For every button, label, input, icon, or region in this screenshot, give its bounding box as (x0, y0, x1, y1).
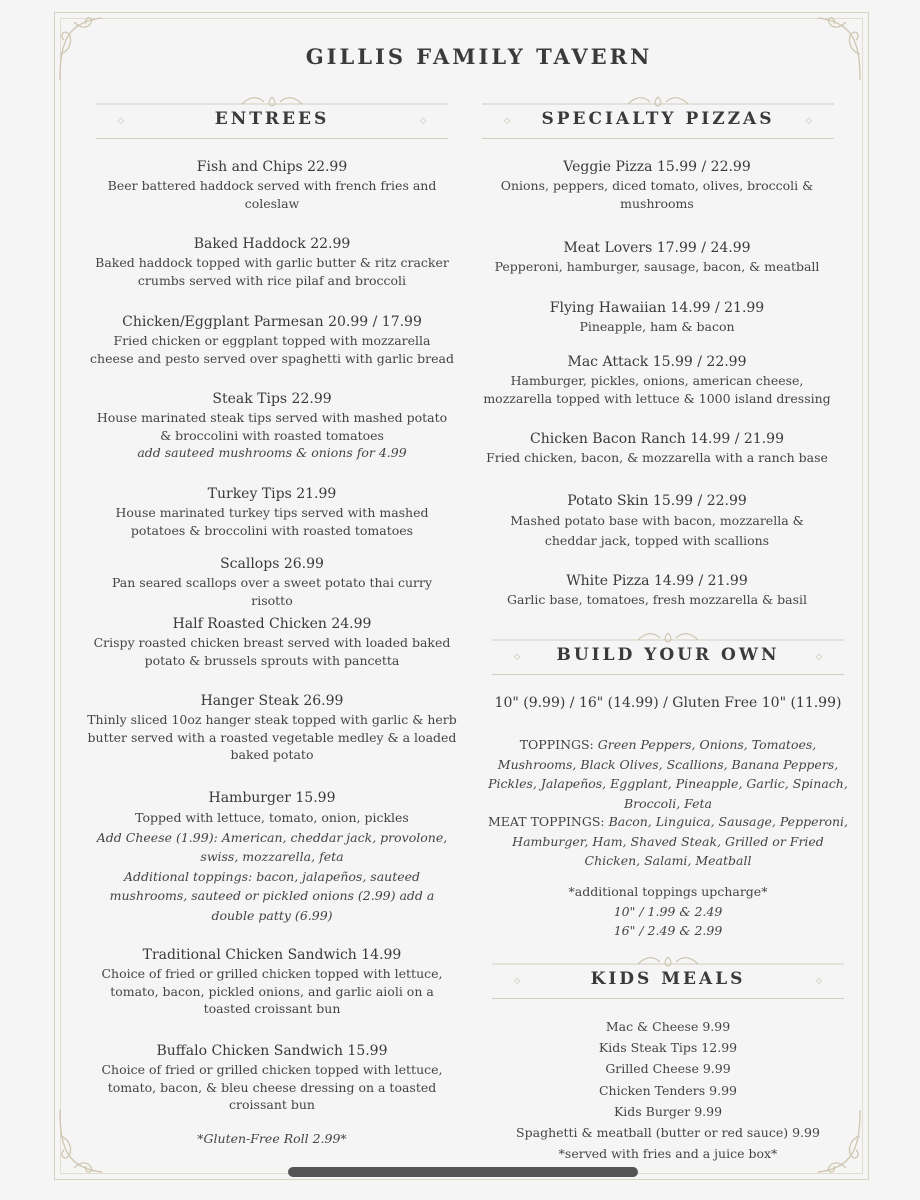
build-header (492, 630, 844, 678)
kids-item: Chicken Tenders 9.99 (598, 1082, 738, 1098)
item-note: Add Cheese (1.99): American, cheddar jack, provolone, swiss, mozzarella, feta (96, 829, 448, 864)
kids-item: Grilled Cheese 9.99 (605, 1061, 731, 1077)
item-desc: Onions, peppers, diced tomato, olives, broccoli & mushrooms (500, 178, 814, 211)
diamond-icon: ◇ (514, 652, 521, 661)
pizza-item (478, 429, 836, 467)
section-rule (492, 674, 844, 675)
item-name: Flying Hawaiian 14.99 / 21.99 (549, 300, 765, 316)
kids-item: Kids Burger 9.99 (613, 1103, 723, 1119)
section-rule (492, 998, 844, 999)
meat-toppings-list (488, 812, 848, 871)
item-desc: Thinly sliced 10oz hanger steak topped with garlic & herb butter served with a roasted vegetable medley & a loaded baked potato (87, 712, 457, 762)
item-desc: Pepperoni, hamburger, sausage, bacon, & meatball (494, 259, 820, 274)
item-desc: Fried chicken, bacon, & mozzarella with a ranch base (486, 450, 828, 465)
pizza-item (486, 298, 828, 336)
item-name: Hamburger 15.99 (208, 790, 336, 806)
item-name: Fish and Chips 22.99 (196, 159, 348, 175)
item-desc: Pineapple, ham & bacon (579, 319, 735, 334)
item-desc: Topped with lettuce, tomato, onion, pickles (135, 810, 409, 825)
item-name: Scallops 26.99 (220, 556, 324, 572)
item-name: Veggie Pizza 15.99 / 22.99 (563, 159, 751, 175)
build-sizes (486, 693, 850, 713)
item-name: White Pizza 14.99 / 21.99 (566, 573, 748, 589)
item-name: Potato Skin 15.99 / 22.99 (567, 493, 747, 509)
meat-toppings-label: MEAT TOPPINGS: (488, 814, 609, 829)
pizzas-header (482, 94, 834, 142)
entree-item (90, 554, 454, 609)
kids-item: Mac & Cheese 9.99 (605, 1019, 731, 1034)
entree-item (86, 691, 458, 764)
item-name: Chicken/Eggplant Parmesan 20.99 / 17.99 (122, 314, 422, 330)
diamond-icon: ◇ (514, 976, 521, 985)
item-name: Steak Tips 22.99 (212, 391, 332, 407)
pizza-item (478, 352, 836, 407)
diamond-icon: ◇ (118, 116, 125, 125)
gluten-free-note (96, 1130, 448, 1148)
toppings-label: TOPPINGS: (519, 737, 598, 752)
section-title: BUILD YOUR OWN (556, 645, 780, 665)
toppings-list (488, 735, 848, 813)
item-desc: Mashed potato base with bacon, mozzarella & cheddar jack, topped with scallions (510, 513, 804, 548)
diamond-icon: ◇ (815, 652, 822, 661)
ornament-divider-icon (96, 94, 448, 108)
item-name: Chicken Bacon Ranch 14.99 / 21.99 (530, 431, 784, 447)
item-note: Additional toppings: bacon, jalapeños, sauteed mushrooms, sauteed or pickled onions (2.99) add a double patty (6.99) (109, 868, 435, 923)
upcharge-note: *additional toppings upcharge* (568, 884, 768, 899)
item-name: Buffalo Chicken Sandwich 15.99 (156, 1043, 388, 1059)
entree-item (96, 788, 448, 925)
item-desc: Pan seared scallops over a sweet potato thai curry risotto (111, 575, 433, 608)
ornament-divider-icon (492, 630, 844, 644)
item-desc: Baked haddock topped with garlic butter & ritz cracker crumbs served with rice pilaf and broccoli (95, 255, 449, 288)
item-name: Turkey Tips 21.99 (207, 486, 337, 502)
pizza-item (486, 157, 828, 212)
entrees-header (96, 94, 448, 142)
entree-item (90, 157, 454, 212)
item-name: Mac Attack 15.99 / 22.99 (567, 354, 747, 370)
entree-item (90, 312, 454, 367)
section-title: KIDS MEALS (590, 969, 746, 989)
item-desc: Fried chicken or eggplant topped with mozzarella cheese and pesto served over spaghetti with garlic bread (90, 333, 454, 366)
kids-header (492, 954, 844, 1002)
item-desc: Choice of fried or grilled chicken topped with lettuce, tomato, bacon, pickled onions, and garlic aioli on a toasted croissant bun (101, 966, 443, 1016)
entree-item (90, 234, 454, 289)
kids-item: Kids Steak Tips 12.99 (598, 1040, 738, 1056)
horizontal-scrollbar[interactable] (288, 1167, 638, 1177)
entree-item (90, 389, 454, 462)
entree-item (96, 945, 448, 1018)
item-desc: House marinated turkey tips served with mashed potatoes & broccolini with roasted tomatoes (115, 505, 429, 538)
item-desc: Crispy roasted chicken breast served with loaded baked potato & brussels sprouts with pancetta (93, 635, 451, 668)
diamond-icon: ◇ (419, 116, 426, 125)
kids-note: *served with fries and a juice box* (558, 1146, 778, 1162)
section-title: SPECIALTY PIZZAS (541, 109, 775, 129)
item-name: Baked Haddock 22.99 (193, 236, 351, 252)
kids-menu-list (492, 1016, 844, 1164)
entree-item (90, 614, 454, 669)
diamond-icon: ◇ (815, 976, 822, 985)
gluten-free-roll: *Gluten-Free Roll 2.99* (197, 1131, 347, 1146)
entree-item (90, 484, 454, 539)
item-name: Traditional Chicken Sandwich 14.99 (142, 947, 402, 963)
item-name: Meat Lovers 17.99 / 24.99 (563, 240, 751, 256)
item-desc: Garlic base, tomatoes, fresh mozzarella & basil (507, 592, 807, 607)
kids-item: Spaghetti & meatball (butter or red sauce) 9.99 (516, 1125, 820, 1141)
pizza-item (486, 571, 828, 609)
meat-toppings-values: Bacon, Linguica, Sausage, Pepperoni, Hamburger, Ham, Shaved Steak, Grilled or Fried Chicken, Salami, Meatball (512, 814, 849, 868)
section-rule (482, 138, 834, 139)
toppings-values: Green Peppers, Onions, Tomatoes, Mushrooms, Black Olives, Scallions, Banana Peppers, Pickles, Jalapeños, Eggplant, Pineapple, Garlic, Spinach, Broccoli, Feta (488, 737, 848, 811)
pizza-item (486, 491, 828, 550)
entree-item (96, 1041, 448, 1114)
ornament-divider-icon (492, 954, 844, 968)
pizza-item (486, 238, 828, 276)
item-desc: Beer battered haddock served with french fries and coleslaw (107, 178, 437, 211)
item-desc: House marinated steak tips served with mashed potato & broccolini with roasted tomatoes (96, 410, 448, 443)
item-desc: Hamburger, pickles, onions, american cheese, mozzarella topped with lettuce & 1000 island dressing (483, 373, 831, 406)
item-note: add sauteed mushrooms & onions for 4.99 (137, 445, 407, 460)
item-name: Hanger Steak 26.99 (200, 693, 344, 709)
item-name: Half Roasted Chicken 24.99 (172, 616, 372, 632)
ornament-divider-icon (482, 94, 834, 108)
upcharge-16: 16" / 2.49 & 2.99 (613, 923, 723, 938)
section-title: ENTREES (214, 109, 330, 129)
diamond-icon: ◇ (504, 116, 511, 125)
upcharge-10: 10" / 1.99 & 2.49 (613, 903, 723, 919)
restaurant-title: GILLIS FAMILY TAVERN (305, 44, 653, 69)
upcharge-info (492, 882, 844, 941)
item-desc: Choice of fried or grilled chicken topped with lettuce, tomato, bacon, & bleu cheese dressing on a toasted croissant bun (101, 1062, 443, 1112)
section-rule (96, 138, 448, 139)
diamond-icon: ◇ (805, 116, 812, 125)
build-sizes-text: 10" (9.99) / 16" (14.99) / Gluten Free 10" (11.99) (494, 695, 842, 711)
